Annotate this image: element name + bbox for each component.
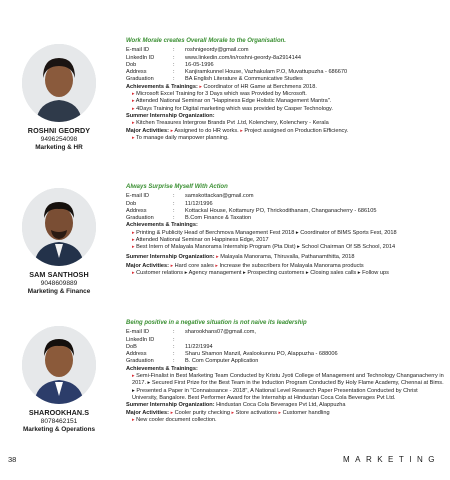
field-value: 16-05-1996 [185, 61, 214, 68]
arrow-icon: ▸ [132, 237, 135, 244]
field-row: Graduation : B.Com Finance & Taxation [126, 215, 444, 222]
field-row: Dob : 11/12/1996 [126, 201, 444, 208]
profile-name: ROSHNI GEORDY [27, 126, 91, 135]
profile-photo [22, 188, 96, 266]
activity-item: Hard core sales [174, 262, 214, 269]
field-row: E-mail ID : sharookhans07@gmail.com, [126, 329, 444, 336]
field-key: Address [126, 207, 147, 214]
field-value: B.Com Finance & Taxation [185, 215, 252, 222]
activity-item: Cooler purity checking [174, 409, 230, 416]
achievement-item: Microsoft Excel Training for 3 Days which was Provided by Microsoft. [136, 91, 307, 98]
profile-motto: Always Surprise Myself With Action [126, 184, 228, 190]
achievement-item: Printing & Publicity Head of Berchmova Management Fest 2018 ▸ Coordinator of BIMS Sports Fest, 2018 [136, 229, 397, 236]
field-value: roshnigeordy@gmail.com [185, 47, 249, 54]
arrow-icon: ▸ [132, 105, 135, 112]
field-key: DoB [126, 343, 137, 350]
field-key: LinkedIn ID [126, 336, 155, 343]
summer-line [126, 402, 444, 409]
achievement-item: Semi-Finalist in Best Marketing Team Conducted by Kristu Jyoti College of Management and Technology Changanacherry in 2017. ▸ Secured First Prize for the Best Team in the Induction Program Conducted By Holy Flame Academy, Chennai at Bims. ▸ Presented a Paper in "Connaissance - 2018", A National Level Research Paper Presentation Conducted by Christ University, Bangalore. Best Performer Award for the Internship at Hindustan Coca Cola Beverages Pvt Ltd. [132, 373, 444, 401]
profile-photo [22, 326, 96, 404]
field-value: Sharu Shamon Manzil, Avalookunnu PO, Alappuzha - 688006 [185, 351, 338, 358]
profile-dept: Marketing & HR [35, 144, 83, 151]
arrow-icon: ▸ [170, 262, 174, 269]
field-key: Graduation [126, 76, 154, 83]
activity-item-row [126, 135, 444, 142]
profile-phone: 8078462151 [40, 418, 78, 425]
profile-info [126, 184, 444, 278]
field-value: 11/22/1994 [185, 343, 213, 350]
summer-item: Malayala Manorama, Thiruvalla, Pathanamthitta, 2018 [220, 253, 355, 260]
profile-dept: Marketing & Finance [27, 288, 91, 295]
field-key: Address [126, 351, 147, 358]
major-activities-line [126, 263, 444, 270]
section-heading: Summer Internship Organization: [126, 402, 215, 409]
major-activities-line [126, 128, 444, 135]
arrow-icon: ▸ [215, 262, 218, 269]
profile-dept: Marketing & Operations [22, 426, 96, 433]
profile-info [126, 320, 444, 424]
arrow-icon: ▸ [240, 127, 243, 134]
achievement-item-row [126, 230, 444, 237]
field-key: Dob [126, 200, 137, 207]
field-value: Kottackal House, Kottamury PO, Thrickodithanam, Changanacherry - 686105 [185, 207, 377, 214]
arrow-icon: ▸ [199, 83, 202, 90]
activity-item: Assigned to do HR works. [174, 127, 239, 134]
activity-item: Customer handling [282, 409, 330, 416]
activity-item-row [126, 270, 444, 277]
field-row: Address : Sharu Shamon Manzil, Avalookunnu PO, Alappuzha - 688006 [126, 351, 444, 358]
arrow-icon: ▸ [132, 416, 135, 423]
activity-item: Increase the subscribers for Malayala Manorama products [219, 262, 364, 269]
achievement-item: Coordinator of HR Game at Berchmens 2018. [203, 83, 317, 90]
profile-info [126, 38, 444, 142]
arrow-icon: ▸ [216, 253, 219, 260]
field-key: LinkedIn ID [126, 54, 155, 61]
field-value: 11/12/1996 [185, 200, 213, 207]
summer-item: Kitchen Treasures Intergrow Brands Pvt .Ltd, Kolenchery, Kolenchery - Kerala [136, 120, 329, 127]
arrow-icon: ▸ [170, 409, 174, 416]
arrow-icon: ▸ [132, 120, 135, 127]
achievements-line [126, 84, 444, 91]
field-key: E-mail ID [126, 47, 149, 54]
achievement-item: Attended National Seminar on Happiness Edge, 2017 [135, 237, 269, 244]
page-number: 38 [8, 455, 17, 464]
arrow-icon: ▸ [132, 229, 135, 236]
activity-item: New cooler document collection. [136, 416, 217, 423]
field-row: Address : Kottackal House, Kottamury PO, Thrickodithanam, Changanacherry - 686105 [126, 208, 444, 215]
summer-item-row [126, 120, 444, 127]
section-heading: Achievements & Trainings: [126, 83, 198, 90]
section-heading: Summer Internship Organization: [126, 112, 215, 119]
profile-photo-column [0, 326, 118, 433]
section-heading: Major Activities: [126, 127, 169, 134]
achievement-item-row [126, 98, 444, 105]
arrow-icon: ▸ [132, 134, 135, 141]
profile-photo-column [0, 44, 118, 151]
field-key: Graduation [126, 358, 154, 365]
field-key: Dob [126, 61, 137, 68]
activity-item: Store activations [235, 409, 277, 416]
field-row: E-mail ID : samskottackan@gmail.com [126, 193, 444, 200]
field-value [185, 337, 444, 344]
field-row: LinkedIn ID : [126, 337, 444, 344]
person-photo-icon [22, 44, 96, 122]
activity-item: Customer relations ▸ Agency management ▸ Prospecting customers ▸ Closing sales calls ▸ Follow ups [136, 270, 389, 277]
section-title: MARKETING [342, 455, 440, 464]
section-heading: Major Activities: [126, 262, 169, 269]
profile-name: SHAROOKHAN.S [28, 408, 90, 417]
arrow-icon: ▸ [132, 244, 135, 251]
achievement-item-row [126, 91, 444, 98]
arrow-icon: ▸ [132, 98, 135, 105]
field-row: Dob : 16-05-1996 [126, 62, 444, 69]
achievement-item-row [126, 237, 444, 244]
field-value: www.linkedin.com/in/roshni-geordy-8a2914144 [185, 54, 301, 61]
field-value: Kanjiramkunnel House, Vazhakulam P.O, Muvattupuzha - 686670 [185, 69, 348, 76]
profile-photo-column [0, 188, 118, 295]
profile-phone: 9496254098 [40, 136, 78, 143]
field-row: E-mail ID : roshnigeordy@gmail.com [126, 47, 444, 54]
section-heading: Summer Internship Organization: [126, 253, 215, 260]
person-photo-icon [22, 188, 96, 266]
profile-phone: 9048609889 [40, 280, 78, 287]
field-value: BA English Literature & Communicative Studies [185, 76, 303, 83]
activity-item-row [126, 417, 444, 424]
field-value: sharookhans07@gmail.com, [185, 329, 256, 336]
arrow-icon: ▸ [132, 373, 135, 380]
arrow-icon: ▸ [170, 127, 174, 134]
profile-photo [22, 44, 96, 122]
section-heading: Major Activities: [126, 409, 169, 416]
arrow-icon: ▸ [132, 91, 135, 98]
field-row: Address : Kanjiramkunnel House, Vazhakulam P.O, Muvattupuzha - 686670 [126, 69, 444, 76]
achievement-item: Attended National Seminar on "Happiness Edge Holistic Management Mantra". [135, 98, 332, 105]
achievement-item-row [126, 373, 444, 402]
section-heading: Achievements & Trainings: [126, 222, 198, 229]
achievement-item-row [126, 244, 444, 251]
field-value: samskottackan@gmail.com [185, 193, 254, 200]
field-key: E-mail ID [126, 329, 149, 336]
field-row: LinkedIn ID : www.linkedin.com/in/roshni-geordy-8a2914144 [126, 55, 444, 62]
arrow-icon: ▸ [132, 270, 135, 277]
field-value: B. Com Computer Application [185, 358, 259, 365]
person-photo-icon [22, 326, 96, 404]
achievement-item: 4Days Training for Digital marketing which was provided by Casper Technology. [136, 105, 333, 112]
field-row: Graduation : BA English Literature & Communicative Studies [126, 76, 444, 83]
field-key: Address [126, 69, 147, 76]
arrow-icon: ▸ [278, 409, 282, 416]
summer-line [126, 254, 444, 261]
summer-item: Hindustan Coca Cola Beverages Pvt Ltd, Alappuzha [216, 402, 346, 409]
field-row: Graduation : B. Com Computer Application [126, 358, 444, 365]
section-heading: Achievements & Trainings: [126, 365, 198, 372]
achievement-item-row [126, 106, 444, 113]
field-key: Graduation [126, 215, 154, 222]
profile-name: SAM SANTHOSH [29, 270, 89, 279]
activity-item: Project assigned on Production Efficiency. [244, 127, 349, 134]
achievement-item: Best Intern of Malayala Manorama Internship Program (Pta Dist) ▸ School Chairman Of SB School, 2014 [136, 244, 396, 251]
activity-item: To manage daily manpower planning. [135, 134, 229, 141]
profile-motto: Being positive in a negative situation is not naive its leadership [126, 320, 307, 326]
major-activities-line [126, 410, 444, 417]
field-key: E-mail ID [126, 193, 149, 200]
arrow-icon: ▸ [231, 409, 235, 416]
field-row: DoB : 11/22/1994 [126, 344, 444, 351]
profile-motto: Work Morale creates Overall Morale to the Organisation. [126, 38, 286, 44]
